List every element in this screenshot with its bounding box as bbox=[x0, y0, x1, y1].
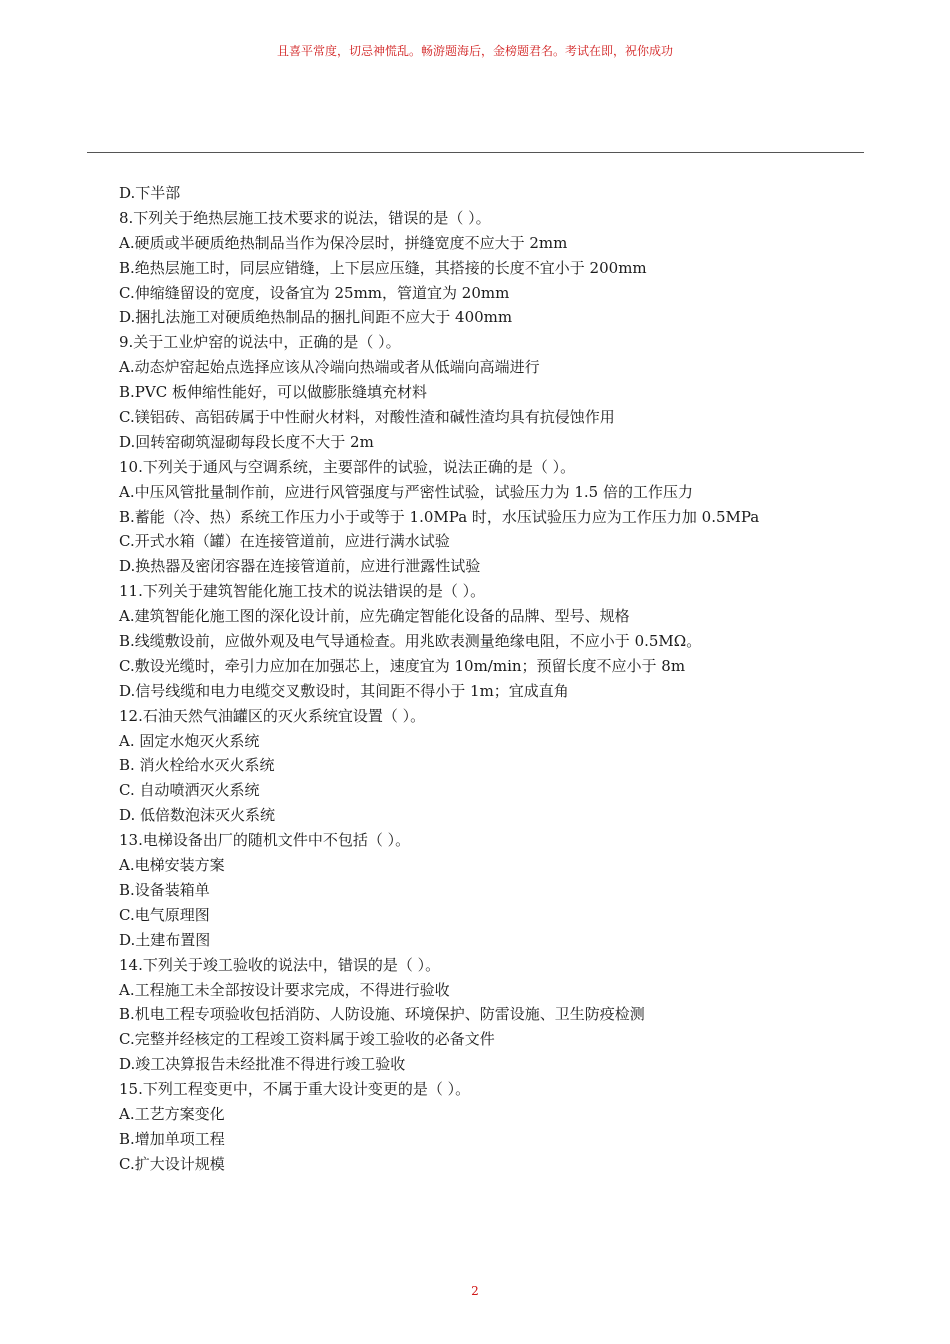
text-line: A. 固定水炮灭火系统 bbox=[119, 731, 260, 750]
text-line: D.下半部 bbox=[119, 184, 181, 202]
text-line: B.设备装箱单 bbox=[119, 880, 210, 899]
text-line: C.扩大设计规模 bbox=[119, 1154, 225, 1173]
text-line: D.捆扎法施工对硬质绝热制品的捆扎间距不应大于 400mm bbox=[119, 308, 513, 327]
text-line: C.伸缩缝留设的宽度，设备宜为 25mm，管道宜为 20mm bbox=[119, 283, 510, 302]
text-line: A.工艺方案变化 bbox=[119, 1104, 225, 1123]
text-line: 12.石油天然气油罐区的灭火系统宜设置（ ）。 bbox=[119, 706, 426, 725]
header-motto: 且喜平常度，切忌神慌乱。畅游题海后，金榜题君名。考试在即，祝你成功 bbox=[276, 44, 673, 58]
page-number: 2 bbox=[471, 1284, 479, 1298]
text-line: A.建筑智能化施工图的深化设计前，应先确定智能化设备的品牌、型号、规格 bbox=[119, 607, 630, 626]
text-line: C.完整并经核定的工程竣工资料属于竣工验收的必备文件 bbox=[119, 1030, 495, 1049]
text-line: C.敷设光缆时，牵引力应加在加强芯上，速度宜为 10m/min；预留长度不应小于 8m bbox=[119, 656, 686, 675]
header-divider bbox=[87, 152, 864, 153]
text-line: B.绝热层施工时，同层应错缝，上下层应压缝，其搭接的长度不宜小于 200mm bbox=[119, 258, 647, 277]
text-line: D.信号线缆和电力电缆交叉敷设时，其间距不得小于 1m；宜成直角 bbox=[119, 681, 569, 700]
text-line: D.换热器及密闭容器在连接管道前，应进行泄露性试验 bbox=[119, 557, 481, 576]
text-line: 13.电梯设备出厂的随机文件中不包括（ ）。 bbox=[119, 831, 411, 850]
text-line: A.动态炉窑起始点选择应该从冷端向热端或者从低端向高端进行 bbox=[119, 358, 540, 377]
text-line: B.PVC 板伸缩性能好，可以做膨胀缝填充材料 bbox=[119, 383, 427, 402]
text-line: 11.下列关于建筑智能化施工技术的说法错误的是（ ）。 bbox=[119, 582, 486, 601]
text-line: D.竣工决算报告未经批准不得进行竣工验收 bbox=[119, 1055, 406, 1074]
text-line: C. 自动喷洒灭火系统 bbox=[119, 781, 260, 800]
text-line: 14.下列关于竣工验收的说法中，错误的是（ ）。 bbox=[119, 955, 441, 974]
question-content bbox=[119, 181, 859, 1177]
text-line: A.工程施工未全部按设计要求完成，不得进行验收 bbox=[119, 980, 450, 999]
text-line: B.增加单项工程 bbox=[119, 1129, 225, 1148]
text-line: 8.下列关于绝热层施工技术要求的说法，错误的是（ ）。 bbox=[119, 208, 491, 227]
text-line: D. 低倍数泡沫灭火系统 bbox=[119, 806, 276, 825]
text-line: C.镁铝砖、高铝砖属于中性耐火材料，对酸性渣和碱性渣均具有抗侵蚀作用 bbox=[119, 408, 615, 427]
text-line: D.回转窑砌筑湿砌每段长度不大于 2m bbox=[119, 432, 374, 451]
text-line: 10.下列关于通风与空调系统，主要部件的试验，说法正确的是（ ）。 bbox=[119, 457, 576, 476]
text-line: 9.关于工业炉窑的说法中，正确的是（ ）。 bbox=[119, 333, 401, 352]
text-line: A.中压风管批量制作前，应进行风管强度与严密性试验，试验压力为 1.5 倍的工作压力 bbox=[119, 482, 693, 501]
text-line: B.线缆敷设前，应做外观及电气导通检查。用兆欧表测量绝缘电阻，不应小于 0.5MΩ。 bbox=[119, 632, 702, 651]
text-line: C.开式水箱（罐）在连接管道前，应进行满水试验 bbox=[119, 532, 450, 551]
text-line: B. 消火栓给水灭火系统 bbox=[119, 756, 275, 775]
text-line: C.电气原理图 bbox=[119, 905, 210, 924]
text-line: D.土建布置图 bbox=[119, 930, 211, 949]
text-line: 15.下列工程变更中，不属于重大设计变更的是（ ）。 bbox=[119, 1080, 471, 1099]
text-line: B.蓄能（冷、热）系统工作压力小于或等于 1.0MPa 时，水压试验压力应为工作压力加 0.5MPa bbox=[119, 507, 760, 526]
text-line: B.机电工程专项验收包括消防、人防设施、环境保护、防雷设施、卫生防疫检测 bbox=[119, 1005, 645, 1024]
text-line: A.硬质或半硬质绝热制品当作为保冷层时，拼缝宽度不应大于 2mm bbox=[119, 233, 568, 252]
text-line: A.电梯安装方案 bbox=[119, 856, 225, 875]
